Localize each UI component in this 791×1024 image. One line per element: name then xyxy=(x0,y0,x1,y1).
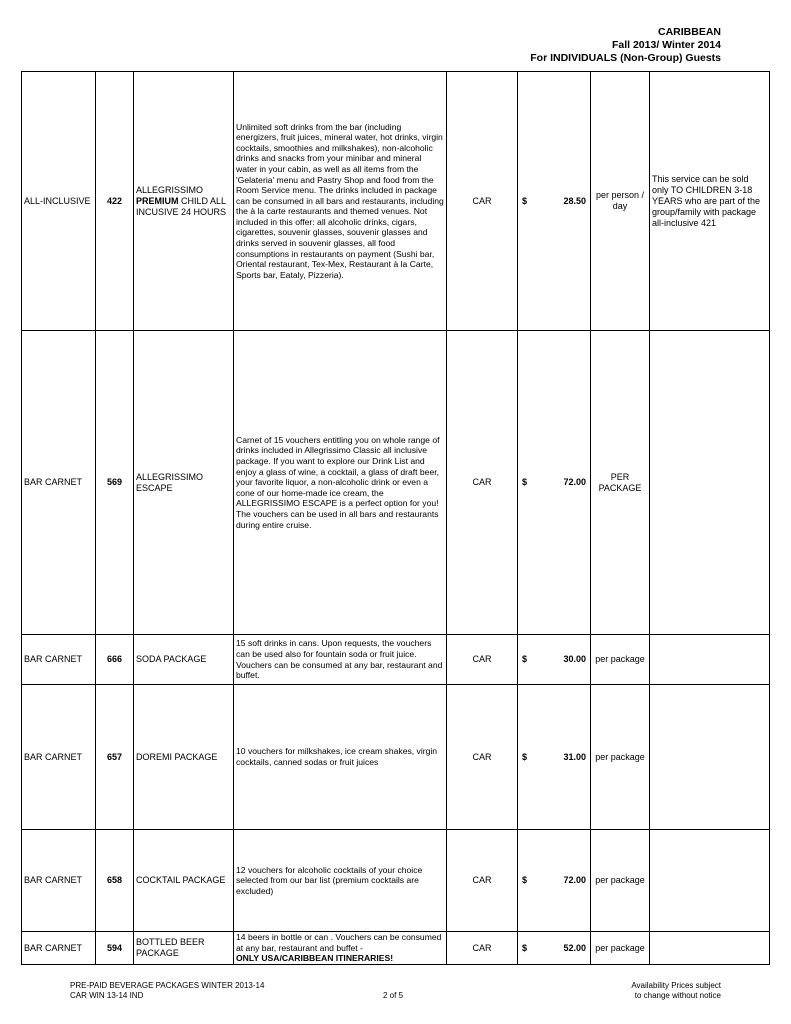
description-cell: 12 vouchers for alcoholic cocktails of your choice selected from our bar list (premium cocktails are excluded) xyxy=(234,830,447,932)
description-text: 14 beers in bottle or can . Vouchers can be consumed at any bar, restaurant and buffet - xyxy=(236,932,442,953)
name-cell: DOREMI PACKAGE xyxy=(134,685,234,830)
name-cell: COCKTAIL PACKAGE xyxy=(134,830,234,932)
footer-right xyxy=(631,981,721,1001)
packages-table xyxy=(21,71,770,965)
price-cell xyxy=(518,635,591,685)
price-amount: 52.00 xyxy=(563,942,586,953)
price-amount: 72.00 xyxy=(563,875,586,885)
currency-symbol: $ xyxy=(522,654,528,664)
currency-symbol: $ xyxy=(522,195,528,206)
code-cell: 658 xyxy=(96,830,134,932)
notes-cell xyxy=(650,331,770,635)
notes-cell xyxy=(650,830,770,932)
name-text: ALLEGRISSIMO xyxy=(136,184,204,195)
table-row xyxy=(22,830,770,932)
description-cell: 10 vouchers for milkshakes, ice cream shakes, virgin cocktails, canned sodas or fruit juices xyxy=(234,685,447,830)
notes-cell xyxy=(650,635,770,685)
notes-cell xyxy=(650,932,770,965)
price-cell xyxy=(518,830,591,932)
price-amount: 28.50 xyxy=(563,195,586,206)
currency-symbol: $ xyxy=(522,875,528,885)
description-cell: Unlimited soft drinks from the bar (including energizers, fruit juices, mineral water, hot drinks, virgin cocktails, smoothies and milkshakes), non-alcoholic drinks and snacks from your minibar and mineral water in your cabin, as well as all items from the 'Gelateria' menu and Pastry Shop and food from the Room Service menu. The drinks included in package can be consumed in all bars and restaurants, including the à la carte restaurants and themed venues. Not included in this offer: all alcoholic drinks, cigars, cigarettes, souvenir glasses, souvenir glasses and drinks served in souvenir glasses, all food consumptions in restaurants on payment (Sushi bar, Oriental restaurant, Tex-Mex, Restaurant à la Carte, Sports bar, Eataly, Pizzeria). xyxy=(234,72,447,331)
category-cell: BAR CARNET xyxy=(22,331,96,635)
code-cell: 569 xyxy=(96,331,134,635)
region-cell: CAR xyxy=(447,830,518,932)
unit-cell: per package xyxy=(591,685,650,830)
code-cell: 594 xyxy=(96,932,134,965)
notes-cell: This service can be sold only TO CHILDREN 3-18 YEARS who are part of the group/family with package all-inclusive 421 xyxy=(650,72,770,331)
code-cell: 657 xyxy=(96,685,134,830)
name-text-rest: CHILD ALL INCUSIVE 24 HOURS xyxy=(136,195,227,217)
category-cell: BAR CARNET xyxy=(22,932,96,965)
category-cell: ALL-INCLUSIVE xyxy=(22,72,96,331)
name-cell: BOTTLED BEER PACKAGE xyxy=(134,932,234,965)
price-amount: 30.00 xyxy=(563,654,586,664)
category-cell: BAR CARNET xyxy=(22,635,96,685)
unit-cell: per package xyxy=(591,830,650,932)
code-cell: 666 xyxy=(96,635,134,685)
name-cell: ALLEGRISSIMO ESCAPE xyxy=(134,331,234,635)
header-audience: For INDIVIDUALS (Non-Group) Guests xyxy=(530,52,721,64)
region-cell: CAR xyxy=(447,331,518,635)
price-cell xyxy=(518,932,591,965)
document-header xyxy=(530,26,721,65)
category-cell: BAR CARNET xyxy=(22,830,96,932)
unit-cell: per person / day xyxy=(591,72,650,331)
price-cell xyxy=(518,72,591,331)
region-cell: CAR xyxy=(447,635,518,685)
footer-disclaimer-2: to change without notice xyxy=(634,991,721,1000)
region-cell: CAR xyxy=(447,72,518,331)
name-cell xyxy=(134,72,234,331)
footer-document-code: CAR WIN 13-14 IND xyxy=(70,991,144,1000)
footer-document-title: PRE-PAID BEVERAGE PACKAGES WINTER 2013-14 xyxy=(70,981,265,990)
price-amount: 31.00 xyxy=(563,751,586,762)
name-bold-text: PREMIUM xyxy=(136,195,179,206)
notes-cell xyxy=(650,685,770,830)
header-region: CARIBBEAN xyxy=(658,26,721,38)
name-cell: SODA PACKAGE xyxy=(134,635,234,685)
unit-cell: PER PACKAGE xyxy=(591,331,650,635)
currency-symbol: $ xyxy=(522,751,528,762)
description-cell: 15 soft drinks in cans. Upon requests, the vouchers can be used also for fountain soda or fruit juice. Vouchers can be consumed at any bar, restaurant and buffet. xyxy=(234,635,447,685)
footer-page-number: 2 of 5 xyxy=(383,991,404,1000)
header-season: Fall 2013/ Winter 2014 xyxy=(611,39,721,51)
table-row xyxy=(22,685,770,830)
category-cell: BAR CARNET xyxy=(22,685,96,830)
price-amount: 72.00 xyxy=(563,477,586,487)
code-cell: 422 xyxy=(96,72,134,331)
table-row xyxy=(22,932,770,965)
region-cell: CAR xyxy=(447,932,518,965)
unit-cell: per package xyxy=(591,932,650,965)
description-warning: ONLY USA/CARIBBEAN ITINERARIES! xyxy=(236,953,394,964)
currency-symbol: $ xyxy=(522,477,528,487)
table-row xyxy=(22,635,770,685)
description-cell xyxy=(234,932,447,965)
footer-disclaimer-1: Availability Prices subject xyxy=(631,981,721,990)
currency-symbol: $ xyxy=(522,942,528,953)
unit-cell: per package xyxy=(591,635,650,685)
description-cell: Carnet of 15 vouchers entitling you on whole range of drinks included in Allegrissimo Classic all inclusive package. If you want to explore our Drink List and enjoy a glass of wine, a cocktail, a glass of draft beer, your favorite liquor, a non-alcoholic drink or even a cone of our home-made ice cream, the ALLEGRISSIMO ESCAPE is a perfect option for you! The vouchers can be used in all bars and restaurants during entire cruise. xyxy=(234,331,447,635)
table-row xyxy=(22,72,770,331)
region-cell: CAR xyxy=(447,685,518,830)
price-cell xyxy=(518,685,591,830)
footer-left xyxy=(70,981,264,1001)
price-cell xyxy=(518,331,591,635)
table-row xyxy=(22,331,770,635)
